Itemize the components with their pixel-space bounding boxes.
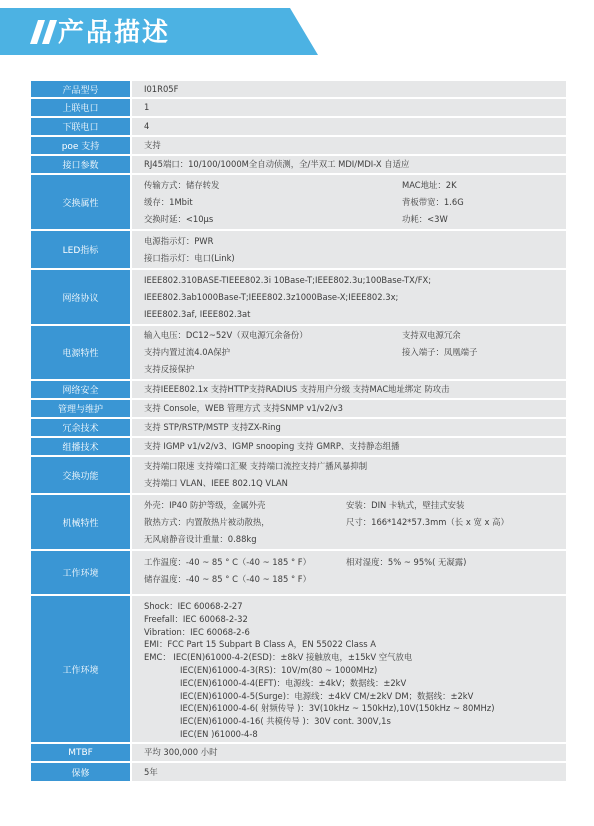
row-label: 冗余技术 [31, 419, 130, 436]
value-line [144, 156, 556, 173]
row-label: 电源特性 [31, 326, 130, 379]
table-row [31, 99, 566, 116]
value-line [144, 194, 556, 211]
value-text-secondary: 安装：DIN 卡轨式，壁挂式安装 [346, 499, 465, 510]
value-text: IEC(EN)61000-4-16( 共模传导 )：30V cont. 300V,1s [180, 716, 391, 727]
value-text: 外壳：IP40 防护等级，金属外壳 [144, 499, 266, 510]
table-row [31, 381, 566, 398]
value-text: 散热方式：内置散热片被动散热， [144, 516, 270, 527]
value-text: IEC(EN)61000-4-5(Surge)：电源线：±4kV CM/±2kV DM；数据线：±2kV [180, 690, 474, 701]
value-line [144, 361, 556, 378]
value-text: 支持内置过流4.0A保护 [144, 347, 231, 357]
value-text-secondary: 功耗：<3W [402, 213, 448, 224]
row-value [132, 175, 566, 229]
value-text: 支持端口限速 支持端口汇聚 支持端口流控支持广播风暴抑制 [144, 461, 368, 471]
row-label: 交换功能 [31, 457, 130, 493]
value-text: 支持 Console，WEB 管理方式 支持SNMP v1/v2/v3 [144, 403, 343, 413]
row-label: 工作环境 [31, 596, 130, 742]
row-value [132, 81, 566, 97]
value-line [144, 306, 556, 323]
value-text: Vibration：IEC 60068-2-6 [144, 626, 250, 637]
value-line [144, 554, 556, 571]
section-header [0, 0, 318, 60]
row-value [132, 326, 566, 379]
row-value [132, 99, 566, 116]
value-text: 支持 [144, 140, 161, 150]
value-text: 支持端口 VLAN、IEEE 802.1Q VLAN [144, 478, 288, 488]
value-text: EMC： IEC(EN)61000-4-2(ESD)：±8kV 接触放电，±15kV 空气放电 [144, 652, 413, 663]
row-value [132, 400, 566, 417]
value-text: 传输方式：储存转发 [144, 179, 220, 190]
value-text-secondary: 相对湿度：5% ~ 95%( 无凝露) [346, 557, 467, 567]
value-line [144, 272, 556, 289]
value-line [144, 344, 556, 361]
row-value [132, 270, 566, 324]
row-label: 机械特性 [31, 495, 130, 549]
value-text-secondary: 支持双电源冗余 [402, 330, 461, 340]
row-value [132, 419, 566, 436]
value-line [144, 233, 556, 250]
table-row [31, 596, 566, 742]
row-value [132, 381, 566, 398]
value-text: IEC(EN )61000-4-8 [180, 728, 258, 739]
table-row [31, 551, 566, 594]
value-text: 平均 300,000 小时 [144, 747, 218, 757]
value-text: 电源指示灯：PWR [144, 235, 214, 246]
value-text: 工作温度：-40 ~ 85 ° C（-40 ~ 185 ° F） [144, 557, 311, 567]
value-text: IEEE802.310BASE-TIEEE802.3i 10Base-T;IEEE802.3u;100Base-TX/FX; [144, 274, 432, 285]
row-label: LED指标 [31, 231, 130, 268]
row-value [132, 156, 566, 173]
value-text: IEC(EN)61000-4-6( 射频传导 )：3V(10kHz ~ 150kHz),10V(150kHz ~ 80MHz) [180, 703, 495, 714]
value-text: 支持 IGMP v1/v2/v3、IGMP snooping 支持 GMRP、支持静态组播 [144, 441, 400, 451]
table-row [31, 400, 566, 417]
value-line [144, 400, 556, 417]
value-line [144, 475, 556, 492]
row-value [132, 438, 566, 455]
table-row [31, 326, 566, 379]
table-row [31, 438, 566, 455]
table-row [31, 156, 566, 173]
table-row [31, 457, 566, 493]
value-text: EMI：FCC Part 15 Subpart B Class A，EN 55022 Class A [144, 639, 376, 650]
value-text: Shock：IEC 60068-2-27 [144, 601, 243, 611]
value-text: IEEE802.3af, IEEE802.3at [144, 308, 251, 319]
value-text: 4 [144, 121, 150, 131]
row-label: 管理与维护 [31, 400, 130, 417]
table-row [31, 270, 566, 324]
table-row [31, 231, 566, 268]
row-label: 网络安全 [31, 381, 130, 398]
value-line [144, 137, 556, 154]
value-text: IEEE802.3ab1000Base-T;IEEE802.3z1000Base-X;IEEE802.3x; [144, 291, 399, 302]
value-line [144, 327, 556, 344]
value-line [144, 690, 556, 703]
table-row [31, 118, 566, 135]
value-line [144, 764, 556, 781]
value-line [144, 514, 556, 531]
value-line [144, 651, 556, 664]
row-value [132, 551, 566, 594]
value-line [144, 600, 556, 613]
value-text: Freefall：IEC 60068-2-32 [144, 613, 248, 624]
value-text: IEC(EN)61000-4-3(RS)：10V/m(80 ~ 1000MHz) [180, 664, 378, 675]
value-text: RJ45端口：10/100/1000M全自动侦测，全/半双工 MDI/MDI-X 自适应 [144, 159, 410, 169]
value-line [144, 715, 556, 728]
value-text-secondary: MAC地址：2K [402, 179, 457, 190]
table-row [31, 763, 566, 781]
table-row [31, 175, 566, 229]
value-line [144, 438, 556, 455]
value-line [144, 613, 556, 626]
value-text: 支持反接保护 [144, 364, 195, 374]
row-label: poe 支持 [31, 137, 130, 154]
value-line [144, 626, 556, 639]
value-line [144, 677, 556, 690]
value-text: 支持IEEE802.1x 支持HTTP支持RADIUS 支持用户分级 支持MAC地址绑定 防攻击 [144, 384, 450, 394]
row-value [132, 231, 566, 268]
value-line [144, 728, 556, 741]
value-line [144, 211, 556, 228]
value-line [144, 177, 556, 194]
row-value [132, 763, 566, 781]
value-line [144, 531, 556, 548]
row-label: 下联电口 [31, 118, 130, 135]
value-text: I01R05F [144, 83, 179, 94]
value-line [144, 99, 556, 116]
row-label: 接口参数 [31, 156, 130, 173]
row-value [132, 457, 566, 493]
row-label: MTBF [31, 744, 130, 761]
value-line [144, 118, 556, 135]
row-label: 网络协议 [31, 270, 130, 324]
value-text: 支持 STP/RSTP/MSTP 支持ZX-Ring [144, 422, 281, 432]
value-line [144, 571, 556, 588]
row-label: 保修 [31, 763, 130, 781]
value-line [144, 664, 556, 677]
row-value [132, 118, 566, 135]
page-title: 产品描述 [58, 18, 171, 48]
value-text: 输入电压：DC12~52V（双电源冗余备份） [144, 330, 308, 340]
row-value [132, 137, 566, 154]
value-line [144, 497, 556, 514]
value-text: 缓存：1Mbit [144, 196, 193, 207]
value-line [144, 702, 556, 715]
value-line [144, 289, 556, 306]
row-label: 组播技术 [31, 438, 130, 455]
table-row [31, 495, 566, 549]
value-line [144, 638, 556, 651]
value-text-secondary: 接入端子：凤凰端子 [402, 347, 478, 357]
row-label: 工作环境 [31, 551, 130, 594]
row-value [132, 495, 566, 549]
table-row [31, 744, 566, 761]
value-line [144, 744, 556, 761]
table-row [31, 419, 566, 436]
value-text: 储存温度：-40 ~ 85 ° C（-40 ~ 185 ° F） [144, 574, 311, 584]
value-line [144, 250, 556, 267]
value-text: 5年 [144, 766, 158, 777]
value-text: IEC(EN)61000-4-4(EFT)：电源线：±4kV；数据线：±2kV [180, 677, 407, 688]
value-text-secondary: 背板带宽：1.6G [402, 196, 464, 207]
value-line [144, 419, 556, 436]
value-text: 接口指示灯：电口(Link) [144, 252, 235, 263]
value-line [144, 458, 556, 475]
value-text: 1 [144, 102, 150, 112]
table-row [31, 137, 566, 154]
value-text: 无风扇静音设计重量：0.88kg [144, 533, 257, 544]
value-line [144, 81, 556, 98]
row-value [132, 744, 566, 761]
spec-table [31, 81, 566, 783]
row-label: 交换属性 [31, 175, 130, 229]
value-line [144, 381, 556, 398]
value-text-secondary: 尺寸：166*142*57.3mm（长 x 宽 x 高） [346, 516, 509, 527]
row-label: 上联电口 [31, 99, 130, 116]
value-text: 交换时延：<10μs [144, 213, 214, 224]
table-row [31, 81, 566, 97]
row-value [132, 596, 566, 742]
row-label: 产品型号 [31, 81, 130, 97]
